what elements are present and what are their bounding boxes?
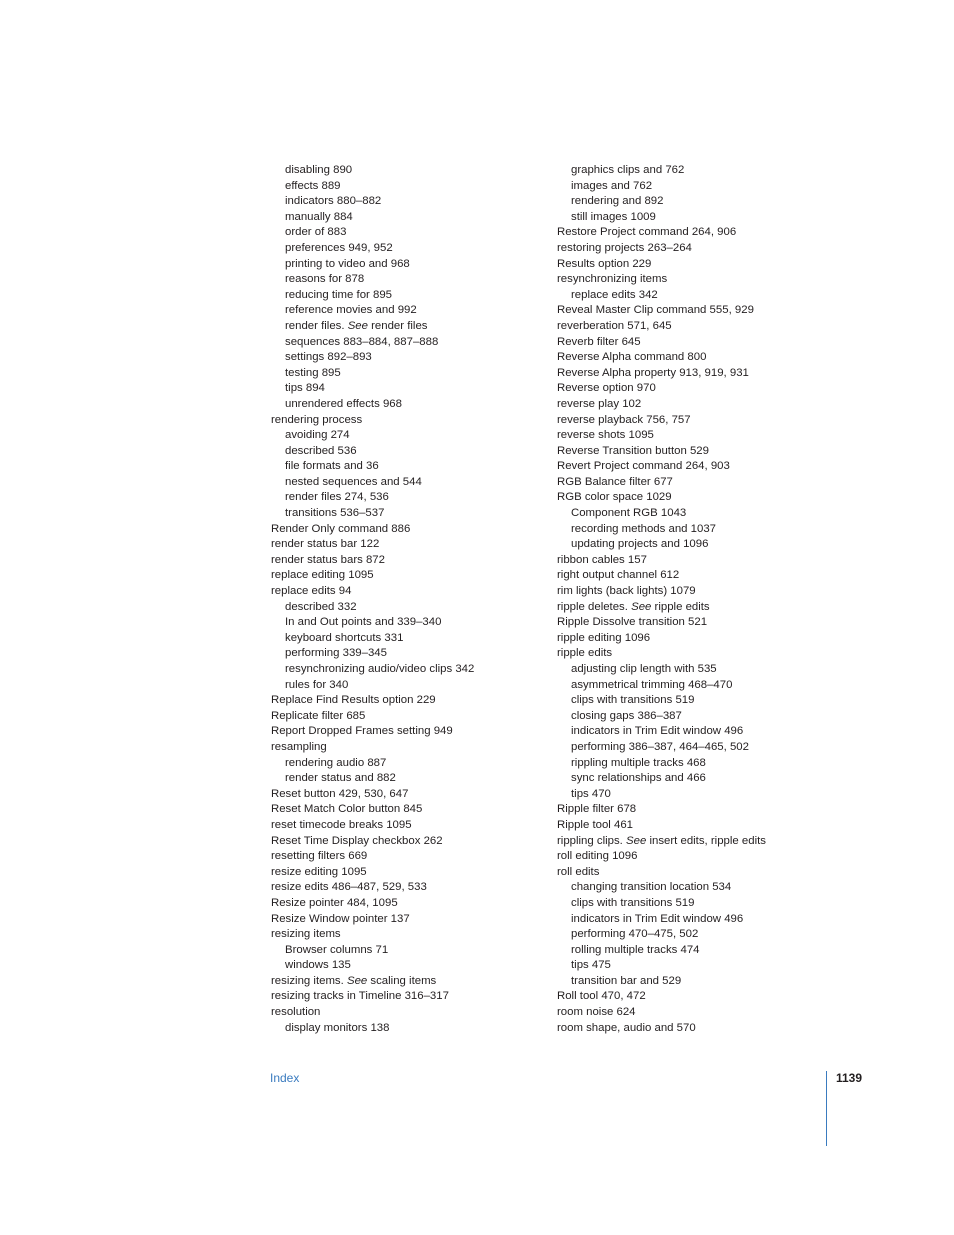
index-entry: Reverb filter 645 <box>557 335 641 348</box>
index-column-right <box>557 163 847 1036</box>
index-subentry: tips 470 <box>571 787 611 800</box>
index-entry: Reverse Alpha property 913, 919, 931 <box>557 366 749 379</box>
index-entry: replace editing 1095 <box>271 569 374 582</box>
index-entry: render status bar 122 <box>271 538 380 551</box>
index-entry: roll editing 1096 <box>557 850 638 863</box>
index-subentry: keyboard shortcuts 331 <box>285 631 404 644</box>
index-subentry: printing to video and 968 <box>285 257 410 270</box>
index-entry: Replicate filter 685 <box>271 709 366 722</box>
index-subentry: reasons for 878 <box>285 273 365 286</box>
index-subentry: display monitors 138 <box>285 1021 390 1034</box>
index-subentry: In and Out points and 339–340 <box>285 616 442 629</box>
index-entry: roll edits <box>557 865 600 878</box>
index-subentry: replace edits 342 <box>571 288 658 301</box>
index-subentry: still images 1009 <box>571 210 656 223</box>
index-entry: resize edits 486–487, 529, 533 <box>271 881 427 894</box>
index-subentry: clips with transitions 519 <box>571 896 695 909</box>
footer-divider <box>826 1071 827 1146</box>
index-entry: Resize Window pointer 137 <box>271 912 410 925</box>
index-entry: Replace Find Results option 229 <box>271 694 436 707</box>
index-subentry: Browser columns 71 <box>285 943 389 956</box>
index-entry: ribbon cables 157 <box>557 553 647 566</box>
index-subentry: described 332 <box>285 600 357 613</box>
index-column-left <box>271 163 541 1036</box>
index-subentry: adjusting clip length with 535 <box>571 663 717 675</box>
index-entry: Resize pointer 484, 1095 <box>271 896 398 909</box>
index-entry: rippling clips. See insert edits, ripple edits <box>557 834 766 847</box>
index-entry: Reverse Alpha command 800 <box>557 351 707 364</box>
index-entry: rim lights (back lights) 1079 <box>557 585 696 598</box>
index-subentry: performing 386–387, 464–465, 502 <box>571 740 749 753</box>
index-subentry: graphics clips and 762 <box>571 164 685 176</box>
index-subentry: order of 883 <box>285 226 347 239</box>
index-entry: replace edits 94 <box>271 585 352 598</box>
index-entry: restoring projects 263–264 <box>557 241 692 254</box>
index-entry: resynchronizing items <box>557 273 668 286</box>
page-number: 1139 <box>836 1071 863 1085</box>
index-entry: render status bars 872 <box>271 553 385 566</box>
index-entry: rendering process <box>271 413 363 426</box>
index-entry: resizing tracks in Timeline 316–317 <box>271 990 449 1003</box>
index-subentry: render files. See render files <box>285 319 428 332</box>
index-subentry: changing transition location 534 <box>571 881 732 894</box>
index-entry: resolution <box>271 1006 321 1019</box>
index-subentry: unrendered effects 968 <box>285 397 402 410</box>
footer-section-label: Index <box>270 1071 300 1085</box>
index-entry: reverse shots 1095 <box>557 429 654 442</box>
index-subentry: disabling 890 <box>285 164 353 176</box>
index-subentry: updating projects and 1096 <box>571 538 709 551</box>
index-entry: ripple edits <box>557 647 613 660</box>
index-subentry: asymmetrical trimming 468–470 <box>571 678 733 691</box>
index-subentry: sequences 883–884, 887–888 <box>285 335 439 348</box>
index-subentry: avoiding 274 <box>285 429 350 442</box>
index-entry: Restore Project command 264, 906 <box>557 226 737 239</box>
index-subentry: transitions 536–537 <box>285 507 385 520</box>
index-entry: Ripple filter 678 <box>557 803 637 816</box>
index-subentry: described 536 <box>285 444 357 457</box>
index-subentry: file formats and 36 <box>285 460 379 473</box>
index-subentry: transition bar and 529 <box>571 974 682 987</box>
index-entry: Results option 229 <box>557 257 652 270</box>
index-subentry: Component RGB 1043 <box>571 507 687 520</box>
index-subentry: closing gaps 386–387 <box>571 709 682 722</box>
index-entry: reverse playback 756, 757 <box>557 413 691 426</box>
index-entry: Reveal Master Clip command 555, 929 <box>557 304 754 317</box>
index-entry: Reset Match Color button 845 <box>271 803 423 816</box>
index-entry: Reset button 429, 530, 647 <box>271 787 409 800</box>
index-entry: Reverse option 970 <box>557 382 656 395</box>
index-entry: Ripple tool 461 <box>557 818 633 831</box>
index-subentry: rolling multiple tracks 474 <box>571 943 700 956</box>
index-subentry: nested sequences and 544 <box>285 475 422 488</box>
index-entry: Render Only command 886 <box>271 522 411 535</box>
index-entry: resizing items <box>271 928 341 941</box>
index-subentry: indicators in Trim Edit window 496 <box>571 912 744 925</box>
index-entry: room shape, audio and 570 <box>557 1021 696 1034</box>
index-subentry: rules for 340 <box>285 678 349 691</box>
index-entry: resizing items. See scaling items <box>271 974 437 987</box>
index-entry: ripple deletes. See ripple edits <box>557 600 710 613</box>
index-subentry: clips with transitions 519 <box>571 694 695 707</box>
index-entry: RGB color space 1029 <box>557 491 672 504</box>
index-entry: resize editing 1095 <box>271 865 367 878</box>
index-subentry: manually 884 <box>285 210 353 223</box>
index-subentry: images and 762 <box>571 179 653 192</box>
index-subentry: render status and 882 <box>285 772 396 785</box>
index-subentry: rendering audio 887 <box>285 756 387 769</box>
index-entry: reset timecode breaks 1095 <box>271 818 412 831</box>
index-entry: reverse play 102 <box>557 397 642 410</box>
index-subentry: indicators in Trim Edit window 496 <box>571 725 744 738</box>
index-entry: reverberation 571, 645 <box>557 319 672 332</box>
index-entry: right output channel 612 <box>557 569 680 582</box>
index-subentry: rendering and 892 <box>571 195 664 208</box>
index-entry: Ripple Dissolve transition 521 <box>557 616 708 629</box>
index-subentry: tips 894 <box>285 382 325 395</box>
index-entry: RGB Balance filter 677 <box>557 475 673 488</box>
index-subentry: sync relationships and 466 <box>571 772 706 785</box>
index-entry: resetting filters 669 <box>271 850 368 863</box>
index-subentry: reference movies and 992 <box>285 304 417 317</box>
index-entry: ripple editing 1096 <box>557 631 651 644</box>
index-subentry: preferences 949, 952 <box>285 241 393 254</box>
index-subentry: recording methods and 1037 <box>571 522 717 535</box>
index-entry: Reverse Transition button 529 <box>557 444 709 457</box>
index-entry: room noise 624 <box>557 1006 636 1019</box>
index-entry: Reset Time Display checkbox 262 <box>271 834 443 847</box>
index-subentry: performing 470–475, 502 <box>571 928 699 941</box>
index-subentry: effects 889 <box>285 179 341 192</box>
index-subentry: settings 892–893 <box>285 351 372 364</box>
index-entry: resampling <box>271 740 327 753</box>
index-subentry: windows 135 <box>285 959 351 972</box>
index-subentry: render files 274, 536 <box>285 491 389 504</box>
index-subentry: testing 895 <box>285 366 341 379</box>
index-entry: Revert Project command 264, 903 <box>557 460 730 473</box>
index-subentry: rippling multiple tracks 468 <box>571 756 706 769</box>
index-subentry: resynchronizing audio/video clips 342 <box>285 663 475 675</box>
index-subentry: tips 475 <box>571 959 611 972</box>
index-subentry: reducing time for 895 <box>285 288 393 301</box>
index-subentry: indicators 880–882 <box>285 195 382 208</box>
index-subentry: performing 339–345 <box>285 647 387 660</box>
index-entry: Roll tool 470, 472 <box>557 990 646 1003</box>
index-entry: Report Dropped Frames setting 949 <box>271 725 453 738</box>
